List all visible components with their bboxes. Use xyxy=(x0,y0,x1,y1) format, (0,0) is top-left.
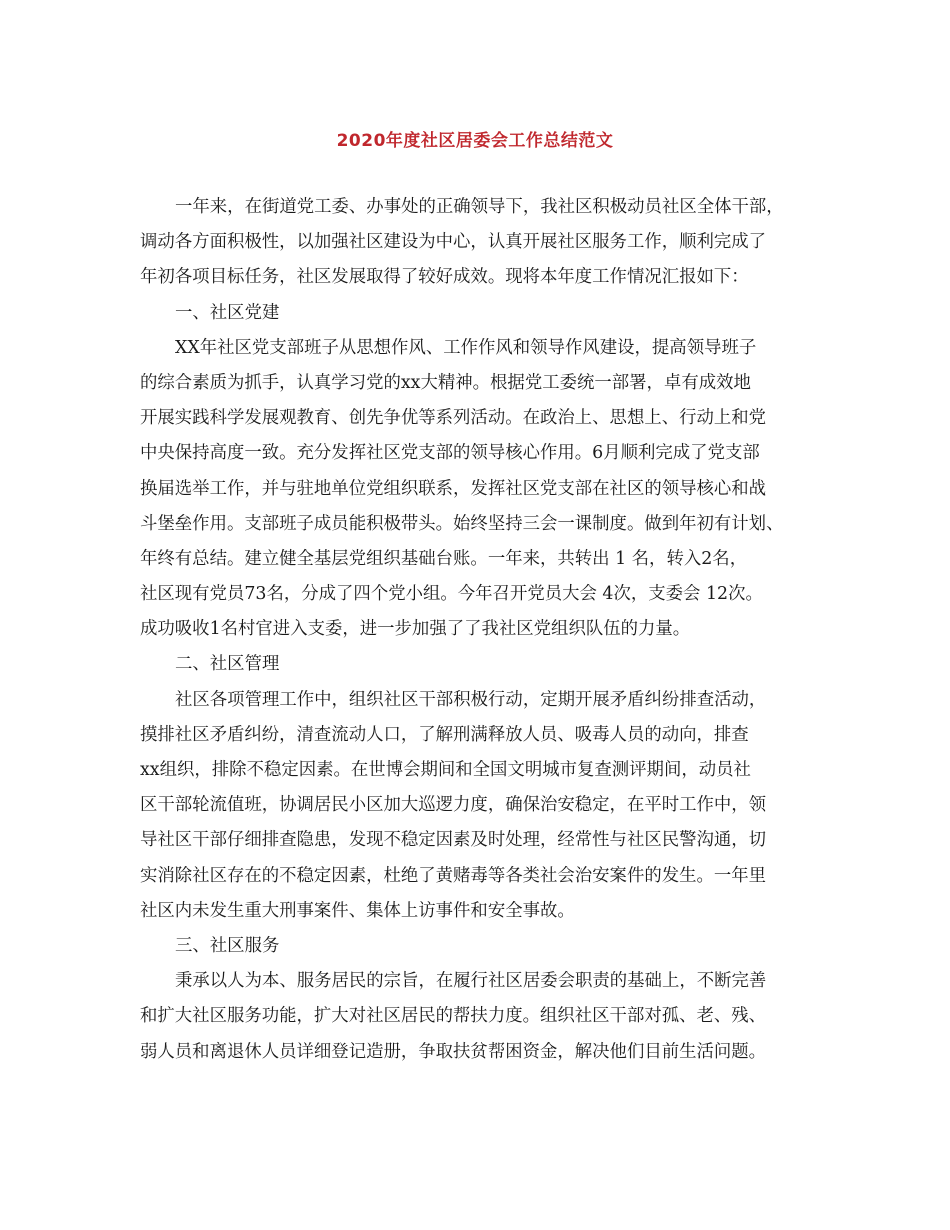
text-line: 调动各方面积极性，以加强社区建设为中心，认真开展社区服务工作，顺利完成了 xyxy=(140,232,767,253)
text-line: 换届选举工作，并与驻地单位党组织联系，发挥社区党支部在社区的领导核心和战 xyxy=(140,478,767,499)
text-line: 一、社区党建 xyxy=(175,302,280,323)
text-line: 实消除社区存在的不稳定因素，杜绝了黄赌毒等各类社会治安案件的发生。一年里 xyxy=(140,865,767,886)
text-line: 区干部轮流值班，协调居民小区加大巡逻力度，确保治安稳定，在平时工作中，领 xyxy=(140,795,767,816)
text-line: 成功吸收1名村官进入支委，进一步加强了了我社区党组织队伍的力量。 xyxy=(140,619,691,640)
text-line: 一年来，在街道党工委、办事处的正确领导下，我社区积极动员社区全体干部， xyxy=(175,197,784,217)
text-line: 开展实践科学发展观教育、创先争优等系列活动。在政治上、思想上、行动上和党 xyxy=(140,408,767,429)
document-body xyxy=(140,190,820,1070)
text-line: 年初各项目标任务，社区发展取得了较好成效。现将本年度工作情况汇报如下： xyxy=(140,267,749,288)
text-line: 和扩大社区服务功能，扩大对社区居民的帮扶力度。组织社区干部对孤、老、残、 xyxy=(140,1006,767,1027)
text-line: 社区现有党员73名，分成了四个党小组。今年召开党员大会 4次，支委会 12次。 xyxy=(140,584,763,605)
text-line: 导社区干部仔细排查隐患，发现不稳定因素及时处理，经常性与社区民警沟通，切 xyxy=(140,830,767,851)
text-line: 斗堡垒作用。支部班子成员能积极带头。始终坚持三会一课制度。做到年初有计划、 xyxy=(140,513,784,534)
text-line: 年终有总结。建立健全基层党组织基础台账。一年来，共转出 1 名，转入2名， xyxy=(140,548,748,569)
text-line: 三、社区服务 xyxy=(175,935,280,956)
text-line: 弱人员和离退休人员详细登记造册，争取扶贫帮困资金，解决他们目前生活问题。 xyxy=(140,1041,767,1062)
text-line: 摸排社区矛盾纠纷，清查流动人口，了解刑满释放人员、吸毒人员的动向，排查 xyxy=(140,724,749,745)
text-line: 社区内未发生重大刑事案件、集体上访事件和安全事故。 xyxy=(140,900,575,921)
text-line: 社区各项管理工作中，组织社区干部积极行动，定期开展矛盾纠纷排查活动， xyxy=(175,689,767,710)
text-line: 秉承以人为本、服务居民的宗旨，在履行社区居委会职责的基础上，不断完善 xyxy=(175,971,767,992)
text-line: 二、社区管理 xyxy=(175,654,280,675)
document-title: 2020年度社区居委会工作总结范文 xyxy=(336,131,614,151)
text-line: 中央保持高度一致。充分发挥社区党支部的领导核心作用。6月顺利完成了党支部 xyxy=(140,443,760,464)
text-line: xx组织，排除不稳定因素。在世博会期间和全国文明城市复查测评期间，动员社 xyxy=(140,760,751,780)
text-line: 的综合素质为抓手，认真学习党的xx大精神。根据党工委统一部署，卓有成效地 xyxy=(140,372,751,393)
text-line: XX年社区党支部班子从思想作风、工作作风和领导作风建设，提高领导班子 xyxy=(175,337,757,358)
